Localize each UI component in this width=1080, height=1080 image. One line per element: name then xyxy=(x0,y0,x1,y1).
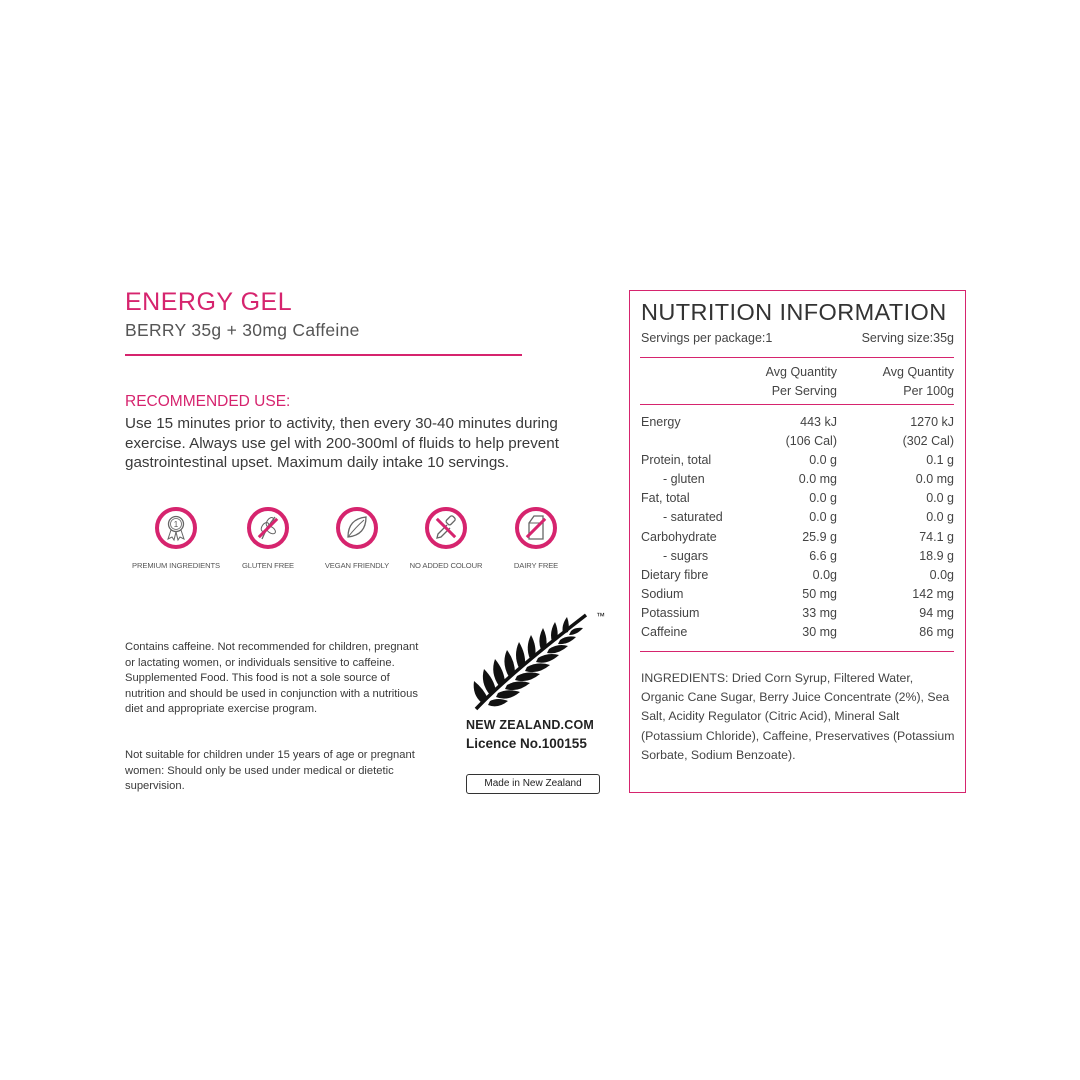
servings-per-package: Servings per package:1 xyxy=(641,331,773,345)
value-per-100g: 1270 kJ xyxy=(910,415,954,429)
badge-row xyxy=(120,505,570,585)
col-header-per-serving xyxy=(766,363,837,401)
col-header-line: Per Serving xyxy=(771,384,837,398)
badge-label: VEGAN FRIENDLY xyxy=(324,561,390,570)
col-header-line: Avg Quantity xyxy=(882,365,954,379)
svg-text:1: 1 xyxy=(173,520,179,529)
badge-label: NO ADDED COLOUR xyxy=(409,561,483,570)
nutrition-row xyxy=(630,434,965,453)
value-per-serving: 0.0 g xyxy=(809,510,837,525)
value-per-serving: 50 mg xyxy=(802,586,837,601)
value-per-serving: (106 Cal) xyxy=(785,434,837,449)
trademark-symbol: ™ xyxy=(596,611,605,621)
children-warning: Not suitable for children under 15 years of age or pregnant women: Should only be used under medical or dietetic supervision. xyxy=(125,749,415,792)
nutrient-name: Caffeine xyxy=(641,625,688,640)
nutrition-divider xyxy=(640,357,954,358)
nutrition-divider xyxy=(640,404,954,405)
nutrient-name: Dietary fibre xyxy=(641,567,709,582)
rosette-icon xyxy=(153,505,199,551)
nutrient-name: Sodium xyxy=(641,586,684,601)
value-per-100g: 0.0 g xyxy=(926,491,954,506)
value-per-100g: 0.0 g xyxy=(926,510,954,525)
value-per-serving: 443 kJ xyxy=(800,415,837,429)
nutrition-rows xyxy=(630,415,965,644)
nutrition-row xyxy=(630,587,965,606)
nutrient-name: Protein, total xyxy=(641,453,712,468)
product-subtitle: BERRY 35g + 30mg Caffeine xyxy=(125,320,360,340)
value-per-100g: 0.1 g xyxy=(926,453,954,468)
nutrition-row xyxy=(630,568,965,587)
nutrient-name: - saturated xyxy=(663,510,723,525)
nutrition-row xyxy=(630,606,965,625)
value-per-serving: 0.0 mg xyxy=(798,472,837,487)
badge-dairy-free xyxy=(495,505,577,570)
col-header-line: Per 100g xyxy=(903,384,954,398)
nutrition-row xyxy=(630,530,965,549)
value-per-serving: 25.9 g xyxy=(802,529,837,544)
value-per-serving: 0.0g xyxy=(812,567,837,582)
nz-brand-name: NEW ZEALAND.COM xyxy=(466,718,594,732)
value-per-100g: 86 mg xyxy=(919,625,954,640)
serving-size: Serving size:35g xyxy=(861,331,954,345)
value-per-100g: 0.0 mg xyxy=(915,472,954,487)
value-per-100g: 0.0g xyxy=(929,567,954,582)
value-per-100g: 94 mg xyxy=(919,605,954,620)
value-per-100g: 142 mg xyxy=(912,586,954,601)
nutrient-name: Carbohydrate xyxy=(641,529,717,544)
value-per-100g: 74.1 g xyxy=(919,529,954,544)
nutrition-row xyxy=(630,453,965,472)
value-per-serving: 0.0 g xyxy=(809,491,837,506)
ingredients-text: INGREDIENTS: Dried Corn Syrup, Filtered Water, Organic Cane Sugar, Berry Juice Concentrate (2%), Sea Salt, Acidity Regulator (Citric Acid), Mineral Salt (Potassium Chloride), Caffeine, Preservatives (Potassium Sorbate, Sodium Benzoate). xyxy=(641,671,955,762)
nutrition-row xyxy=(630,472,965,491)
nutrition-row xyxy=(630,510,965,529)
value-per-serving: 30 mg xyxy=(802,625,837,640)
leaf-icon xyxy=(334,505,380,551)
badge-gluten-free xyxy=(228,505,308,570)
nutrient-name: Energy xyxy=(641,415,681,429)
nutrition-row xyxy=(630,491,965,510)
no-dropper-icon xyxy=(423,505,469,551)
value-per-serving: 0.0 g xyxy=(809,453,837,468)
value-per-serving: 33 mg xyxy=(802,605,837,620)
badge-vegan xyxy=(312,505,402,570)
recommended-use-text: Use 15 minutes prior to activity, then every 30-40 minutes during exercise. Always use gel with 200-300ml of fluids to help prevent gastrointestinal upset. Maximum daily intake 10 servings. xyxy=(125,415,559,471)
nutrient-name: - gluten xyxy=(663,472,705,487)
badge-no-colour xyxy=(400,505,492,570)
title-divider xyxy=(125,354,522,356)
nutrition-row xyxy=(630,415,965,434)
badge-label: DAIRY FREE xyxy=(513,561,559,570)
nutrition-panel xyxy=(629,290,966,793)
nutrient-name: Potassium xyxy=(641,605,700,620)
badge-label: PREMIUM INGREDIENTS xyxy=(132,561,220,570)
silver-fern-logo xyxy=(468,605,608,715)
nutrition-row xyxy=(630,549,965,568)
nutrient-name: - sugars xyxy=(663,548,709,563)
nutrition-row xyxy=(630,625,965,644)
made-in-badge: Made in New Zealand xyxy=(466,774,600,794)
no-milk-carton-icon xyxy=(513,505,559,551)
product-title: ENERGY GEL xyxy=(125,288,293,316)
recommended-use-heading: RECOMMENDED USE: xyxy=(125,393,291,410)
col-header-line: Avg Quantity xyxy=(765,365,837,379)
badge-premium xyxy=(120,505,232,570)
nutrition-title: NUTRITION INFORMATION xyxy=(641,299,947,325)
badge-label: GLUTEN FREE xyxy=(241,561,295,570)
no-wheat-icon xyxy=(245,505,291,551)
value-per-serving: 6.6 g xyxy=(809,548,837,563)
value-per-100g: 18.9 g xyxy=(919,548,954,563)
col-header-per-100g xyxy=(883,363,954,401)
value-per-100g: (302 Cal) xyxy=(902,434,954,449)
nz-licence-number: Licence No.100155 xyxy=(466,736,587,751)
caffeine-warning: Contains caffeine. Not recommended for children, pregnant or lactating women, or individuals sensitive to caffeine. Supplemented Food. This food is not a sole source of nutrition and should be used in conjunction with a nutritious diet and appropriate exercise program. xyxy=(125,641,419,715)
nutrition-divider xyxy=(640,651,954,652)
nutrient-name: Fat, total xyxy=(641,491,690,506)
